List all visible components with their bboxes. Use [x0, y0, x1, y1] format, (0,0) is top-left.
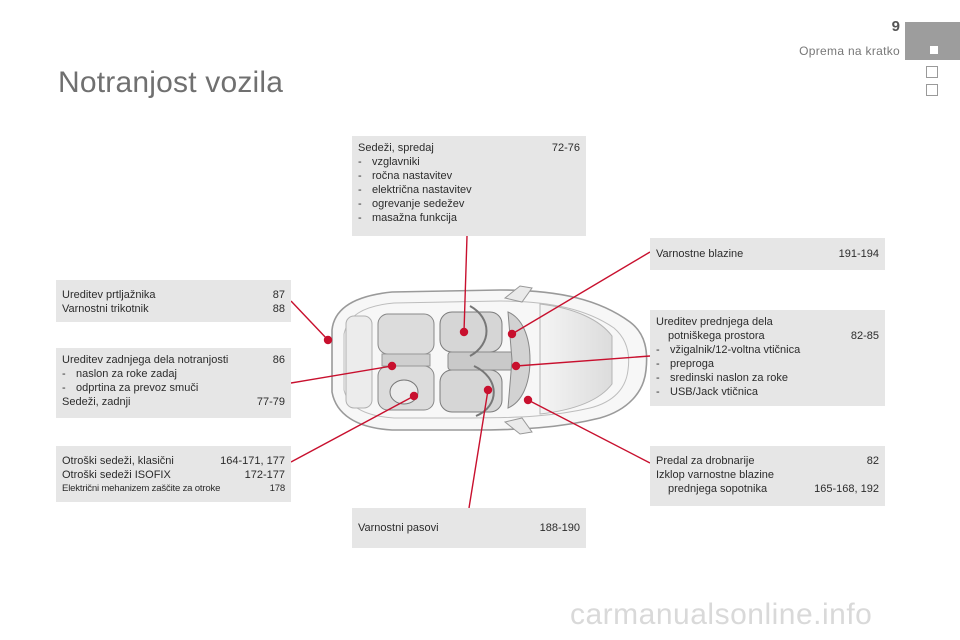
page-reference: 86: [272, 354, 285, 366]
callout-boot: [56, 280, 291, 322]
leader-boot: [291, 301, 328, 340]
callout-airbags: [650, 238, 885, 270]
list-item: masažna funkcija: [372, 212, 457, 224]
callout-front-interior: Ureditev prednjega dela potniškega prostora 82-85 - vžigalnik/12-voltna vtičnica - preproga - sredinski naslon za roke - USB/Jack vtičnica: [650, 310, 885, 406]
callout-front-seats: Sedeži, spredaj 72-76 - vzglavniki - ročna nastavitev - električna nastavitev - ogrevanje sedežev - masažna funkcija: [352, 136, 586, 236]
section-name: Oprema na kratko: [799, 44, 900, 58]
callout-title: Sedeži, spredaj: [358, 142, 434, 154]
list-item: USB/Jack vtičnica: [670, 386, 759, 398]
callout-title: Ureditev zadnjega dela notranjosti: [62, 354, 229, 366]
list-item: odprtina za prevoz smuči: [76, 382, 199, 394]
rear-seat-left: [378, 314, 434, 354]
front-seat-right: [440, 370, 502, 412]
list-item: vzglavniki: [372, 156, 420, 168]
callout-child-seats: [56, 446, 291, 502]
page-reference: 191-194: [838, 248, 879, 260]
callout-line: Električni mehanizem zaščite za otroke: [62, 483, 221, 494]
list-item: vžigalnik/12-voltna vtičnica: [670, 344, 801, 356]
callout-line: Otroški sedeži, klasični: [62, 455, 174, 467]
page-number: 9: [891, 18, 900, 35]
page-reference: 72-76: [551, 142, 580, 154]
callout-title: Varnostne blazine: [656, 248, 744, 260]
page-reference: 164-171, 177: [220, 455, 285, 467]
page-reference: 165-168, 192: [814, 483, 879, 495]
page-reference: 88: [272, 303, 285, 315]
list-item: preproga: [670, 358, 715, 370]
page-reference: 82: [866, 455, 879, 467]
callout-line: prednjega sopotnika: [668, 483, 768, 495]
list-item: naslon za roke zadaj: [76, 368, 177, 380]
list-item: električna nastavitev: [372, 184, 472, 196]
watermark: carmanualsonline.info: [570, 598, 873, 631]
callout-rear-interior: Ureditev zadnjega dela notranjosti 86 - naslon za roke zadaj - odprtina za prevoz smuči Sedeži, zadnji 77-79: [56, 348, 291, 418]
page-reference: 188-190: [539, 522, 580, 534]
callout-title: potniškega prostora: [668, 330, 765, 342]
callout-line: Predal za drobnarije: [656, 455, 755, 467]
callout-line: Sedeži, zadnji: [62, 396, 131, 408]
page-reference: 87: [272, 289, 285, 301]
page-reference: 77-79: [256, 396, 285, 408]
page-reference: 82-85: [850, 330, 879, 342]
callout-line: Izklop varnostne blazine: [656, 469, 775, 481]
callout-title: Varnostni pasovi: [358, 522, 439, 534]
page-reference: 172-177: [244, 469, 285, 481]
callout-title: Ureditev prednjega dela: [656, 316, 773, 328]
callout-seatbelts: [352, 508, 586, 548]
list-item: sredinski naslon za roke: [670, 372, 789, 384]
page-title: Notranjost vozila: [58, 66, 284, 99]
front-seat-left: [440, 312, 502, 352]
list-item: ogrevanje sedežev: [372, 198, 465, 210]
callout-line: Varnostni trikotnik: [62, 303, 149, 315]
list-item: ročna nastavitev: [372, 170, 453, 182]
boot-floor: [346, 316, 372, 408]
callout-storage: [650, 446, 885, 506]
page-reference: 178: [269, 483, 285, 494]
callout-line: Ureditev prtljažnika: [62, 289, 156, 301]
center-console: [448, 352, 514, 370]
callout-line: Otroški sedeži ISOFIX: [62, 469, 171, 481]
